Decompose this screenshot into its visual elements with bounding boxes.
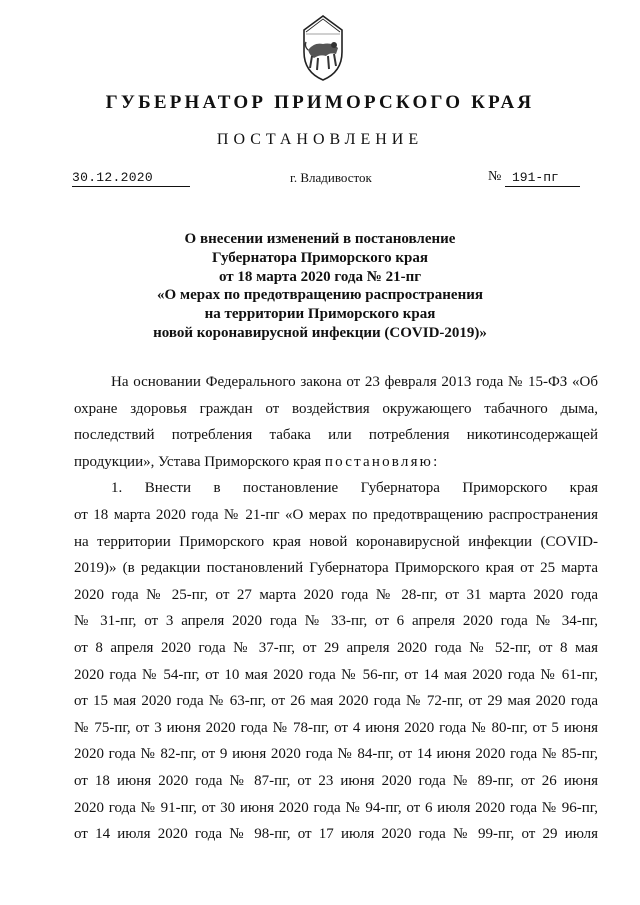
body-line: на территории Приморского края новой коронавирусной инфекции (COVID- [74,533,598,550]
body-line: охране здоровья граждан от воздействия окружающего табачного дыма, [74,400,598,417]
heading-line: О внесении изменений в постановление [184,231,456,247]
document-date: 30.12.2020 [72,170,154,185]
date-underline [72,186,190,187]
body-line: 2020 года № 82-пг, от 9 июня 2020 года № 84-пг, от 14 июня 2020 года № 85-пг, [74,746,598,763]
issuer-title: ГУБЕРНАТОР ПРИМОРСКОГО КРАЯ [105,92,535,113]
body-line: последствий потребления табака или потребления никотинсодержащей [74,427,598,444]
body-line: 1. Внести в постановление Губернатора Приморского края [111,480,598,497]
heading-line: новой коронавирусной инфекции (COVID-2019)» [153,324,487,341]
body-line: от 18 марта 2020 года № 21-пг «О мерах по предотвращению распространения [74,506,598,523]
resolve-word: постановляю: [324,453,440,470]
document-heading [60,230,580,343]
heading-line: на территории Приморского края [204,306,436,323]
body-line-resolve [74,449,598,476]
body-line: 2020 года № 91-пг, от 30 июня 2020 года № 94-пг, от 6 июля 2020 года № 96-пг, [74,799,598,816]
body-line: от 8 апреля 2020 года № 37-пг, от 29 апреля 2020 года № 52-пг, от 8 мая [74,639,598,656]
body-line-text: продукции», Устава Приморского края [74,453,322,470]
body-line: 2019)» (в редакции постановлений Губернатора Приморского края от 25 марта [74,560,598,577]
number-label: № [488,169,502,184]
body-line: 2020 года № 54-пг, от 10 мая 2020 года № 56-пг, от 14 мая 2020 года № 61-пг, [74,666,598,683]
document-body [74,369,598,848]
body-line: от 14 июля 2020 года № 98-пг, от 17 июля 2020 года № 99-пг, от 29 июля [74,826,598,843]
coat-of-arms-icon [296,12,350,84]
body-line: от 18 июня 2020 года № 87-пг, от 23 июня 2020 года № 89-пг, от 26 июня [74,772,598,789]
document-type: ПОСТАНОВЛЕНИЕ [216,131,424,148]
number-underline [505,186,580,187]
document-number: 191-пг [512,170,559,185]
body-line: На основании Федерального закона от 23 февраля 2013 года № 15-ФЗ «Об [111,374,598,390]
heading-line: от 18 марта 2020 года № 21-пг [218,268,422,285]
body-line: № 31-пг, от 3 апреля 2020 года № 33-пг, от 6 апреля 2020 года № 34-пг, [74,613,598,630]
body-line: 2020 года № 25-пг, от 27 марта 2020 года № 28-пг, от 31 марта 2020 года [74,586,598,603]
body-line: от 15 мая 2020 года № 63-пг, от 26 мая 2020 года № 72-пг, от 29 мая 2020 года [74,693,598,710]
heading-line: «О мерах по предотвращению распространения [157,287,483,304]
body-line: № 75-пг, от 3 июня 2020 года № 78-пг, от 4 июня 2020 года № 80-пг, от 5 июня [74,719,598,736]
document-city: г. Владивосток [290,170,372,185]
heading-line: Губернатора Приморского края [212,249,428,266]
